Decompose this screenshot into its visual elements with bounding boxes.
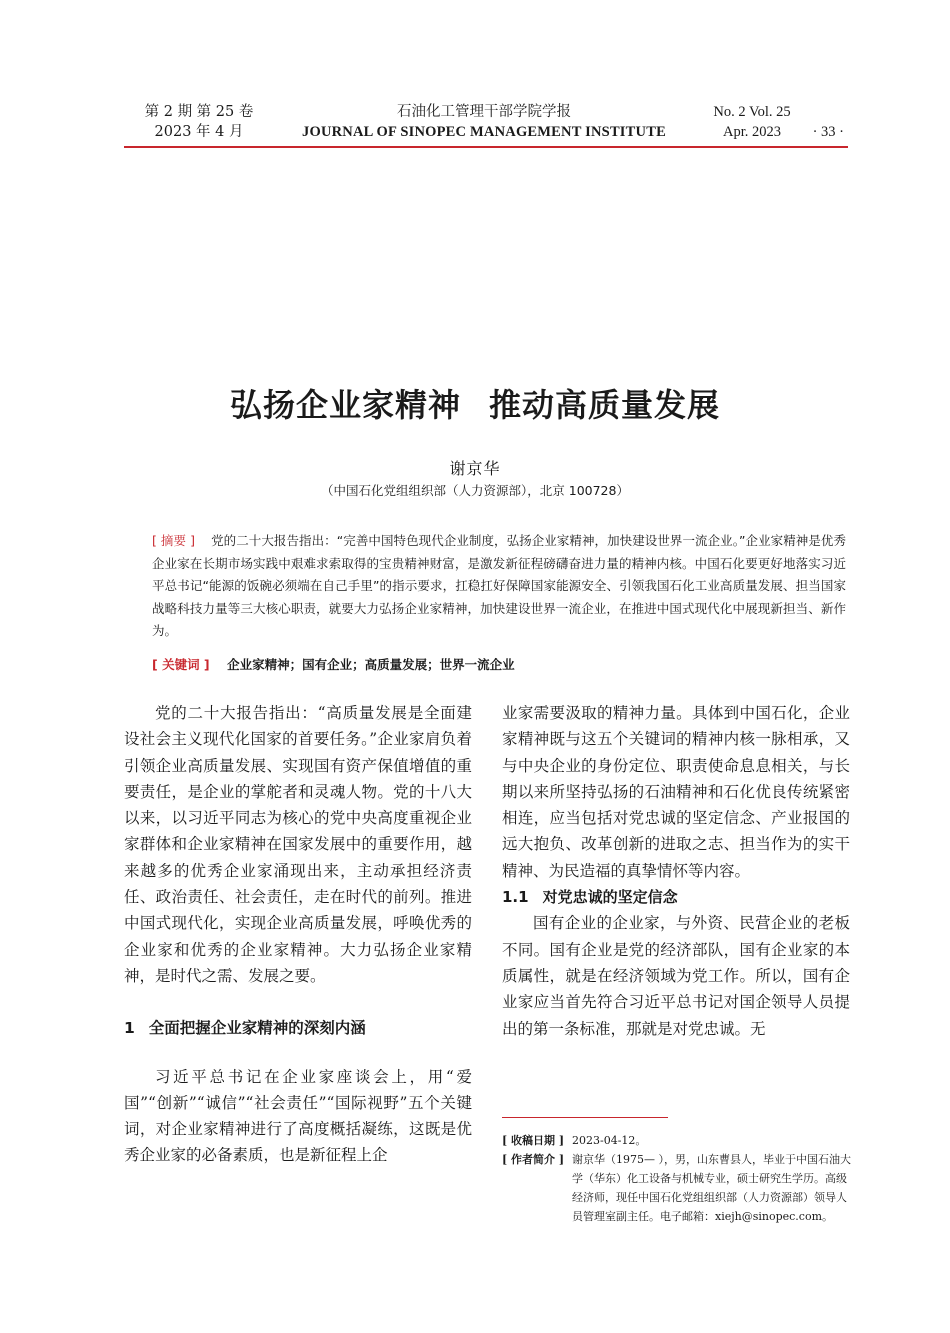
section-1-number: 1 xyxy=(124,1019,135,1038)
paragraph-continued: 业家需要汲取的精神力量。具体到中国石化，企业家精神既与这五个关键词的精神内核一脉相承，又与中央企业的身份定位、职责使命息息相关，与长期以来所坚持弘扬的石油精神和石化优良传统紧密相连，应当包括对党忠诚的坚定信念、产业报国的远大抱负、改革创新的进取之志、担当作为的实干精神、为民造福的真挚情怀等内容。 xyxy=(502,704,850,880)
footnote-divider xyxy=(502,1117,668,1118)
keywords xyxy=(152,654,846,676)
section-1-1-number: 1.1 xyxy=(502,888,529,907)
abstract-text: 党的二十大报告指出：“完善中国特色现代企业制度，弘扬企业家精神，加快建设世界一流企业。”企业家精神是优秀企业家在长期市场实践中艰难求索取得的宝贵精神财富，是激发新征程磅礴奋进力量的精神内核。中国石化要更好地落实习近平总书记“能源的饭碗必须端在自己手里”的指示要求，扛稳扛好保障国家能源安全、引领我国石化工业高质量发展、担当国家战略科技力量等三大核心职责，就要大力弘扬企业家精神，加快建设世界一流企业，在推进中国式现代化中展现新担当、新作为。 xyxy=(152,533,846,638)
body-column-right xyxy=(502,700,850,1042)
paragraph-section-1: 习近平总书记在企业家座谈会上，用“爱国”“创新”“诚信”“社会责任”“国际视野”五个关键词，对企业家精神进行了高度概括凝练，这既是优秀企业家的必备素质，也是新征程上企 xyxy=(124,1067,472,1165)
title-part-1: 弘扬企业家精神 xyxy=(229,386,461,424)
page-number: · 33 · xyxy=(812,124,844,140)
section-1-1-title: 对党忠诚的坚定信念 xyxy=(542,888,678,907)
issue-volume: 第 2 期 第 25 卷 xyxy=(144,104,254,120)
abstract xyxy=(152,530,846,643)
keywords-text: 企业家精神；国有企业；高质量发展；世界一流企业 xyxy=(227,657,515,672)
issue-date-en: Apr. 2023 xyxy=(723,124,781,140)
body-column-left xyxy=(124,700,472,1169)
title-part-2: 推动高质量发展 xyxy=(489,386,721,424)
author-affiliation: （中国石化党组组织部（人力资源部），北京 100728） xyxy=(321,483,629,498)
issue-date: 2023 年 4 月 xyxy=(154,124,244,140)
keywords-label: [ 关键词 ] xyxy=(152,657,210,672)
journal-name xyxy=(274,102,694,142)
section-1-1-heading xyxy=(502,884,850,910)
issue-volume-en: No. 2 Vol. 25 xyxy=(713,104,791,120)
journal-name-en: JOURNAL OF SINOPEC MANAGEMENT INSTITUTE xyxy=(302,124,666,140)
paragraph-section-1-1: 国有企业的企业家，与外资、民营企业的老板不同。国有企业是党的经济部队，国有企业家的本质属性，就是在经济领域为党工作。所以，国有企业家应当首先符合习近平总书记对国企领导人员提出的第一条标准，那就是对党忠诚。无 xyxy=(502,914,850,1038)
received-label: [ 收稿日期 ] xyxy=(502,1134,565,1147)
author-bio: 谢京华（1975— ），男，山东曹县人，毕业于中国石油大学（华东）化工设备与机械专业，硕士研究生学历。高级经济师，现任中国石化党组组织部（人力资源部）领导人员管理室副主任。电子邮箱：xiejh@sinopec.com。 xyxy=(572,1153,851,1223)
abstract-label: [ 摘要 ] xyxy=(152,533,195,548)
received-date: 2023-04-12。 xyxy=(572,1134,647,1147)
journal-name-cn: 石油化工管理干部学院学报 xyxy=(397,104,571,120)
article-title xyxy=(0,380,950,426)
paragraph-intro: 党的二十大报告指出：“高质量发展是全面建设社会主义现代化国家的首要任务。”企业家肩负着引领企业高质量发展、实现国有资产保值增值的重要责任，是企业的掌舵者和灵魂人物。党的十八大以来，以习近平同志为核心的党中央高度重视企业家群体和企业家精神在国家发展中的重要作用，越来越多的优秀企业家涌现出来，主动承担经济责任、政治责任、社会责任，走在时代的前列。推进中国式现代化，实现企业高质量发展，呼唤优秀的企业家和优秀的企业家精神。大力弘扬企业家精神，是时代之需、发展之要。 xyxy=(124,704,472,985)
journal-header xyxy=(124,102,848,148)
footnote-received xyxy=(502,1131,852,1150)
section-1-heading xyxy=(124,1015,472,1041)
issue-info-en xyxy=(702,102,802,142)
issue-info xyxy=(124,102,274,142)
author-bio-label: [ 作者简介 ] xyxy=(502,1153,565,1166)
section-1-title: 全面把握企业家精神的深刻内涵 xyxy=(148,1019,366,1038)
footnote-author xyxy=(502,1150,852,1226)
footnote xyxy=(502,1131,852,1226)
article-author: 谢京华 xyxy=(449,459,501,478)
